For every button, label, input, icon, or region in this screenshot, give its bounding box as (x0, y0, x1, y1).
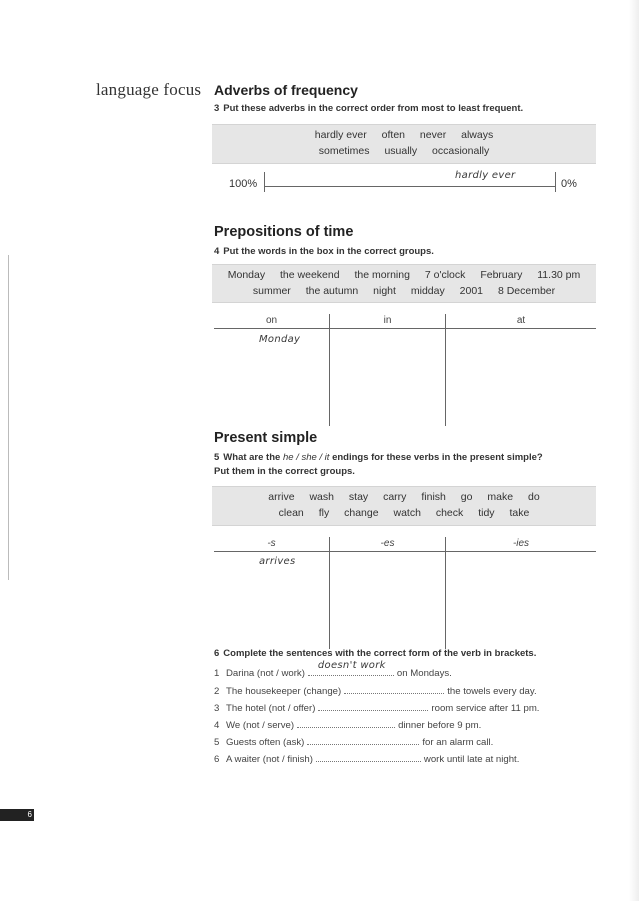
word: carry (383, 491, 407, 503)
word: hardly ever (314, 129, 367, 141)
word: 7 o'clock (424, 269, 466, 281)
page-number: 6 (0, 809, 34, 821)
word: 8 December (497, 285, 556, 297)
word: the autumn (305, 285, 359, 297)
word: make (487, 491, 514, 503)
word: 2001 (459, 285, 484, 297)
word-box-row (212, 489, 596, 505)
prepositions-word-box (212, 264, 596, 303)
word: usually (384, 145, 418, 157)
word: do (528, 491, 540, 503)
word-box-row (212, 127, 596, 143)
word-box-row (212, 143, 596, 159)
word: summer (252, 285, 291, 297)
sentence-number: 6 (214, 754, 220, 765)
exercise-number: 5 (214, 452, 220, 463)
scale-line (264, 186, 555, 187)
verbs-word-box (212, 486, 596, 526)
sentence-number: 2 (214, 686, 220, 697)
scale-right-tick (555, 172, 556, 192)
word: occasionally (432, 145, 490, 157)
exercise-6-instruction (214, 647, 536, 661)
adverbs-word-box (212, 124, 596, 164)
sentence-3 (214, 701, 539, 714)
sentence-prompt: The housekeeper (change) (226, 686, 342, 697)
sentence-2 (214, 684, 537, 697)
word: 11.30 pm (537, 269, 581, 281)
sentence-number: 4 (214, 720, 220, 731)
word-box-row (212, 505, 596, 521)
word: tidy (478, 507, 495, 519)
sentence-number: 1 (214, 668, 220, 679)
exercise-number: 3 (214, 103, 220, 114)
scale-right-label: 0% (561, 178, 577, 190)
word: often (381, 129, 405, 141)
section-label: language focus (96, 80, 202, 99)
word: go (460, 491, 473, 503)
word: the weekend (280, 269, 340, 281)
instruction-text: Put the words in the box in the correct groups. (223, 246, 434, 257)
answer-blank[interactable] (297, 718, 395, 728)
word: always (461, 129, 494, 141)
sentence-end: on Mondays. (396, 668, 452, 679)
word: finish (421, 491, 446, 503)
word: night (373, 285, 396, 297)
sentence-4 (214, 718, 481, 731)
sentence-number: 5 (214, 737, 220, 748)
column-divider (329, 314, 330, 426)
sentence-6 (214, 752, 519, 765)
word: never (419, 129, 447, 141)
word: wash (309, 491, 334, 503)
answer-blank[interactable] (344, 684, 444, 694)
sentence-end: for an alarm call. (422, 737, 494, 748)
word: fly (318, 507, 330, 519)
table-header-rule (214, 328, 596, 329)
sentence-prompt: We (not / serve) (226, 720, 295, 731)
handwritten-answer: doesn't work (317, 660, 386, 671)
handwritten-answer: Monday (259, 334, 301, 345)
column-header-s: -s (267, 538, 276, 549)
word: take (509, 507, 530, 519)
word: check (435, 507, 464, 519)
margin-line (8, 255, 9, 580)
word: arrive (268, 491, 295, 503)
adverbs-title: Adverbs of frequency (214, 82, 358, 98)
handwritten-answer: arrives (259, 556, 296, 567)
sentence-prompt: A waiter (not / finish) (226, 754, 313, 765)
word: the morning (354, 269, 410, 281)
prepositions-title: Prepositions of time (214, 224, 354, 240)
column-header-on: on (265, 315, 278, 326)
scale-left-tick (264, 172, 265, 192)
sentence-end: room service after 11 pm. (431, 703, 540, 714)
exercise-4-instruction (214, 245, 434, 259)
sentence-prompt: Guests often (ask) (226, 737, 305, 748)
sentence-end: work until late at night. (423, 754, 520, 765)
sentence-end: dinner before 9 pm. (398, 720, 482, 731)
word: clean (278, 507, 304, 519)
column-header-at: at (516, 315, 526, 326)
column-divider (329, 537, 330, 649)
present-simple-title: Present simple (214, 430, 318, 446)
page-edge-shadow (629, 0, 639, 901)
sentence-5 (214, 735, 493, 748)
instruction-text: endings for these verbs in the present simple? (329, 452, 543, 463)
word-box-row (212, 267, 596, 283)
sentence-1 (214, 660, 452, 679)
answer-blank[interactable] (307, 735, 419, 745)
sentence-end: the towels every day. (447, 686, 537, 697)
sentence-prompt: The hotel (not / offer) (226, 703, 316, 714)
scale-left-label: 100% (229, 178, 258, 190)
exercise-number: 4 (214, 246, 220, 257)
word: midday (410, 285, 445, 297)
exercise-5-instruction (214, 451, 543, 479)
word: watch (393, 507, 421, 519)
word: stay (348, 491, 369, 503)
word-box-row (212, 283, 596, 299)
column-divider (445, 537, 446, 649)
column-header-in: in (383, 315, 392, 326)
answer-blank[interactable] (308, 660, 394, 676)
word: change (344, 507, 379, 519)
sentence-number: 3 (214, 703, 220, 714)
table-header-rule (214, 551, 596, 552)
sentence-prompt: Darina (not / work) (226, 668, 305, 679)
instruction-italic: he / she / it (282, 452, 330, 463)
column-divider (445, 314, 446, 426)
column-header-ies: -ies (512, 538, 530, 549)
instruction-text: Put these adverbs in the correct order from most to least frequent. (223, 103, 524, 114)
handwritten-answer: hardly ever (455, 170, 516, 181)
instruction-text: Complete the sentences with the correct form of the verb in brackets. (223, 648, 537, 659)
word: Monday (227, 269, 266, 281)
instruction-line: Put them in the correct groups. (214, 466, 355, 477)
word: sometimes (318, 145, 370, 157)
answer-blank[interactable] (318, 701, 428, 711)
exercise-number: 6 (214, 648, 220, 659)
instruction-line (214, 451, 543, 465)
column-header-es: -es (380, 538, 395, 549)
exercise-3-instruction (214, 102, 523, 116)
word: February (480, 269, 523, 281)
answer-blank[interactable] (316, 752, 421, 762)
instruction-text: What are the (223, 452, 283, 463)
